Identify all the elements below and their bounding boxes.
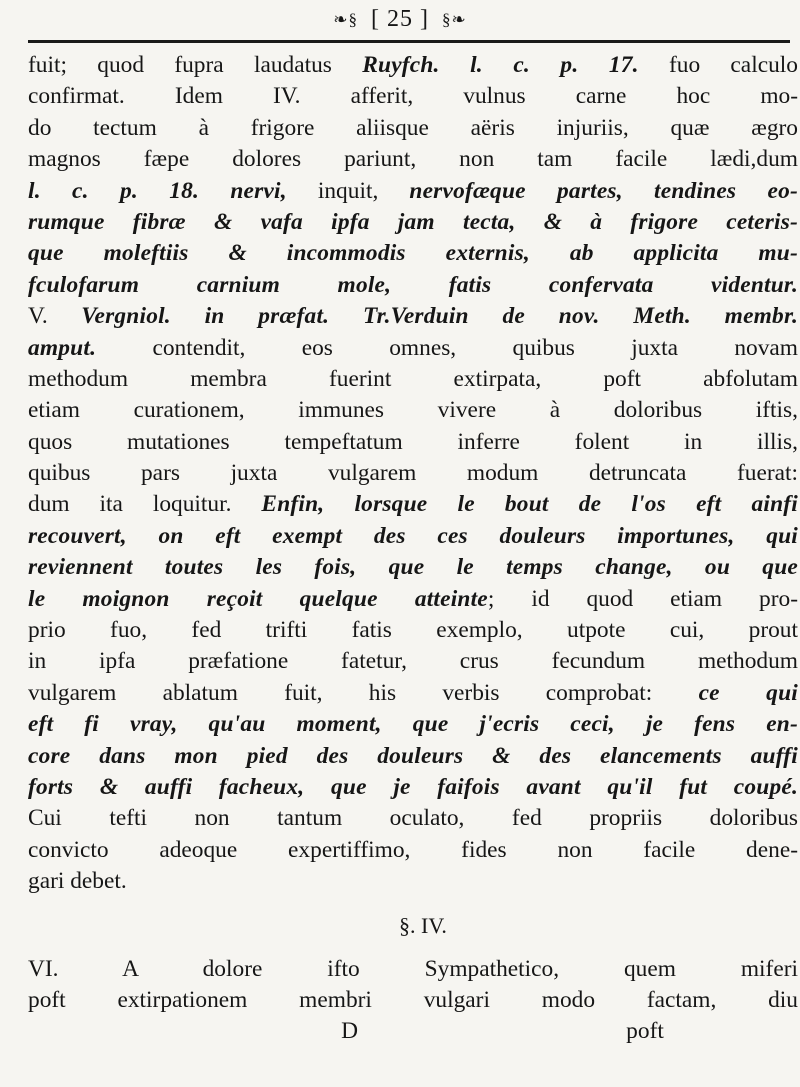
- catchword: poft: [626, 1018, 664, 1045]
- text-line: [28, 207, 798, 238]
- text-run: vulgarem ablatum fuit, his verbis comprobat:: [28, 679, 699, 706]
- text-line: [28, 584, 798, 615]
- text-line: [28, 364, 798, 395]
- fleuron-ornament-right: §❧: [441, 10, 467, 30]
- paragraph-section-iv: [28, 954, 798, 1017]
- header-rule: [28, 40, 790, 43]
- body-text: [28, 50, 798, 1048]
- text-run: poft extirpationem membri vulgari modo factam, diu: [28, 986, 798, 1013]
- signature-mark: D: [341, 1018, 358, 1045]
- italic-text-run: fculofarum carnium mole, fatis confervata videntur.: [28, 271, 798, 298]
- italic-text-run: forts & auffi facheux, que je faifois avant qu'il fut coupé.: [28, 773, 798, 800]
- italic-text-run: rumque fibræ & vafa ipfa jam tecta, & à frigore ceteris-: [28, 208, 798, 235]
- text-run: inquit,: [286, 177, 410, 204]
- text-line: [28, 489, 798, 520]
- text-run: V.: [28, 303, 82, 330]
- text-line: [28, 333, 798, 364]
- text-line: [28, 954, 798, 985]
- text-line: [28, 238, 798, 269]
- italic-text-run: amput.: [28, 334, 97, 361]
- text-line: [28, 835, 798, 866]
- italic-text-run: core dans mon pied des douleurs & des elancements auffi: [28, 742, 798, 769]
- text-line: [28, 270, 798, 301]
- text-run: fuit; quod fupra laudatus: [28, 52, 363, 78]
- text-line: [28, 50, 798, 81]
- italic-text-run: le moignon reçoit quelque atteinte: [28, 585, 488, 612]
- text-line: [28, 678, 798, 709]
- text-line: [28, 144, 798, 175]
- fleuron-ornament-left: ❧§: [333, 10, 358, 30]
- text-run: magnos fæpe dolores pariunt, non tam facile lædi,dum: [28, 146, 798, 173]
- text-line: [28, 866, 798, 897]
- page-footer: [28, 1016, 798, 1047]
- text-run: quibus pars juxta vulgarem modum detruncata fuerat:: [28, 460, 798, 487]
- italic-text-run: l. c. p. 18. nervi,: [28, 177, 287, 204]
- text-line: [28, 772, 798, 803]
- page-number: [ 25 ]: [371, 6, 429, 32]
- text-run: prio fuo, fed trifti fatis exemplo, utpote cui, prout: [28, 617, 798, 644]
- italic-text-run: nervofæque partes, tendines eo-: [409, 177, 798, 204]
- text-line: [28, 301, 798, 332]
- text-line: [28, 803, 798, 834]
- text-line: [28, 176, 798, 207]
- text-run: ; id quod etiam pro-: [487, 585, 798, 612]
- text-line: [28, 458, 798, 489]
- text-line: [28, 113, 798, 144]
- page-header: [0, 6, 800, 33]
- text-run: in ipfa præfatione fatetur, crus fecundum methodum: [28, 648, 798, 675]
- italic-text-run: Ruyfch. l. c. p. 17.: [362, 52, 639, 78]
- text-line: [28, 427, 798, 458]
- italic-text-run: Vergniol. in præfat. Tr.Verduin de nov. Meth. membr.: [81, 303, 798, 330]
- section-heading: §. IV.: [399, 912, 447, 938]
- text-line: [28, 521, 798, 552]
- text-run: Cui tefti non tantum oculato, fed propriis doloribus: [28, 805, 798, 832]
- text-line: [28, 985, 798, 1016]
- text-run: fuo calculo: [638, 52, 798, 78]
- text-run: quos mutationes tempeftatum inferre folent in illis,: [28, 428, 798, 455]
- italic-text-run: que moleftiis & incommodis externis, ab applicita mu-: [28, 240, 798, 267]
- text-line: [28, 552, 798, 583]
- paragraph-main: [28, 50, 798, 898]
- text-run: methodum membra fuerint extirpata, poft abfolutam: [28, 365, 798, 392]
- italic-text-run: reviennent toutes les fois, que le temps change, ou que: [28, 554, 798, 581]
- text-line: [28, 741, 798, 772]
- text-line: [28, 81, 798, 112]
- text-run: contendit, eos omnes, quibus juxta novam: [96, 334, 798, 361]
- text-line: [28, 646, 798, 677]
- text-line: [28, 395, 798, 426]
- italic-text-run: eft fi vray, qu'au moment, que j'ecris ceci, je fens en-: [28, 711, 798, 738]
- italic-text-run: recouvert, on eft exempt des ces douleurs importunes, qui: [28, 522, 798, 549]
- text-run: do tectum à frigore aliisque aëris injuriis, quæ ægro: [28, 114, 798, 141]
- text-run: convicto adeoque expertiffimo, fides non facile dene-: [28, 836, 798, 863]
- text-run: VI. A dolore ifto Sympathetico, quem miferi: [28, 955, 798, 982]
- text-run: confirmat. Idem IV. afferit, vulnus carne hoc mo-: [28, 83, 798, 110]
- text-run: dum ita loquitur.: [28, 491, 262, 518]
- text-run: gari debet.: [28, 868, 127, 895]
- italic-text-run: Enfin, lorsque le bout de l'os eft ainfi: [261, 491, 798, 518]
- italic-text-run: ce qui: [698, 679, 798, 706]
- text-line: [28, 709, 798, 740]
- text-run: etiam curationem, immunes vivere à doloribus iftis,: [28, 397, 798, 424]
- text-line: [28, 615, 798, 646]
